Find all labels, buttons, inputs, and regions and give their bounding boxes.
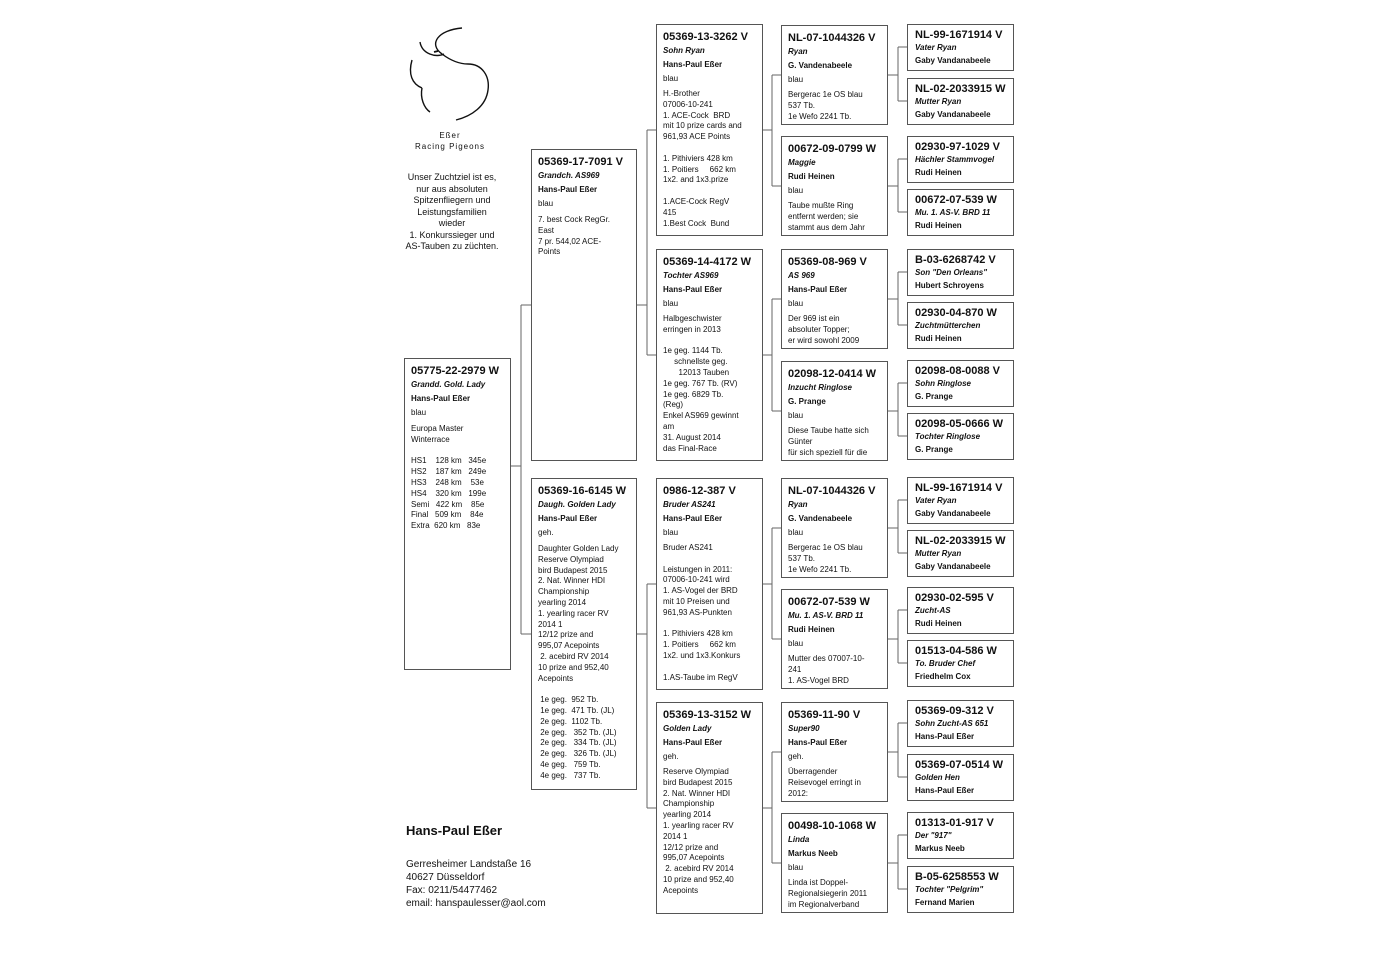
ring-number: 00672-09-0799 W (788, 143, 877, 155)
pigeon-notes: 7. best Cock RegGr. East 7 pr. 544,02 ACE- Points (538, 215, 611, 257)
motto-line: Unser Zuchtziel ist es, (407, 172, 497, 182)
pigeon-name: Vater Ryan (915, 43, 957, 52)
breeder-name: Hans-Paul Eßer (538, 185, 598, 194)
pedigree-box-great-grandparent[interactable] (781, 25, 888, 125)
breeder-name: Rudi Heinen (915, 619, 962, 628)
pedigree-box-grandparent[interactable] (656, 702, 763, 914)
pigeon-color: blau (663, 299, 679, 308)
pigeon-name: Mu. 1. AS-V. BRD 11 (788, 611, 864, 620)
brand-line-1: Eßer (439, 131, 461, 140)
pigeon-notes: Halbgeschwister erringen in 2013 1e geg. 1144 Tb. schnellste geg. 12013 Tauben 1e geg. 767 Tb. (RV) 1e geg. 6829 Tb. (Reg) Enkel AS969 gewinnt am 31. August 2014 das Final-Race (663, 314, 739, 453)
breeder-name: Gaby Vandanabeele (915, 562, 991, 571)
pedigree-box-ancestor[interactable] (907, 189, 1014, 236)
pigeon-name: Sohn Ringlose (915, 379, 971, 388)
pedigree-box-ancestor[interactable] (907, 413, 1014, 460)
pigeon-notes: Bergerac 1e OS blau 537 Tb. 1e Wefo 2241 Tb. (788, 543, 863, 574)
dove-logo (398, 24, 508, 129)
pedigree-box-ancestor[interactable] (907, 866, 1014, 913)
pedigree-box-ancestor[interactable] (907, 700, 1014, 747)
breeder-name: Rudi Heinen (915, 168, 962, 177)
pigeon-notes: Bergerac 1e OS blau 537 Tb. 1e Wefo 2241 Tb. (788, 90, 863, 121)
breeder-name: Fernand Marien (915, 898, 975, 907)
pigeon-notes: Europa Master Winterrace HS1 128 km 345e HS2 187 km 249e HS3 248 km 53e HS4 320 km 199e Semi 422 km 85e Final 509 km 84e Extra 620 km 83e (411, 424, 487, 531)
pedigree-box-ancestor[interactable] (907, 249, 1014, 296)
breeder-name: Rudi Heinen (915, 334, 962, 343)
breeder-name: Hans-Paul Eßer (538, 514, 598, 523)
pedigree-box-ancestor[interactable] (907, 78, 1014, 125)
pigeon-name: Tochter AS969 (663, 271, 719, 280)
pedigree-box-ancestor[interactable] (907, 24, 1014, 71)
ring-number: 05369-17-7091 V (538, 156, 624, 168)
pedigree-box-ancestor[interactable] (907, 477, 1014, 524)
pigeon-name: Ryan (788, 47, 808, 56)
pigeon-name: Mutter Ryan (915, 549, 962, 558)
breeder-name: Markus Neeb (915, 844, 965, 853)
breeder-name: G. Vandenabeele (788, 514, 853, 523)
pigeon-name: Hächler Stammvogel (915, 155, 995, 164)
motto-line: Leistungsfamilien (417, 206, 487, 217)
pedigree-box-ancestor[interactable] (907, 302, 1014, 349)
pigeon-notes: Taube mußte Ring entfernt werden; sie stammt aus dem Jahr (788, 201, 865, 232)
breeding-motto (392, 172, 512, 253)
pedigree-box-great-grandparent[interactable] (781, 361, 888, 461)
breeder-name: G. Prange (915, 392, 953, 401)
ring-number: 01313-01-917 V (915, 817, 994, 829)
pigeon-notes: Der 969 ist ein absoluter Topper; er wird sowohl 2009 (788, 314, 860, 345)
breeder-name: Hans-Paul Eßer (411, 394, 471, 403)
pigeon-color: blau (788, 186, 804, 195)
ring-number: 05369-16-6145 W (538, 485, 627, 497)
ring-number: NL-02-2033915 W (915, 535, 1006, 547)
breeder-name: Hans-Paul Eßer (915, 786, 975, 795)
pigeon-name: To. Bruder Chef (915, 659, 976, 668)
pigeon-color: blau (411, 408, 427, 417)
ring-number: 0986-12-387 V (663, 485, 736, 497)
pigeon-name: Tochter "Pelgrim" (915, 885, 984, 894)
ring-number: 02098-12-0414 W (788, 368, 877, 380)
motto-line: nur aus absoluten (416, 183, 488, 194)
breeder-name: Rudi Heinen (788, 625, 835, 634)
pigeon-name: AS 969 (788, 271, 815, 280)
pedigree-box-great-grandparent[interactable] (781, 249, 888, 349)
ring-number: 05369-14-4172 W (663, 256, 752, 268)
pigeon-color: blau (663, 528, 679, 537)
ring-number: 00498-10-1068 W (788, 820, 877, 832)
ring-number: 02930-04-870 W (915, 307, 997, 319)
pigeon-name: Bruder AS241 (663, 500, 716, 509)
breeder-name: Gaby Vandanabeele (915, 110, 991, 119)
pigeon-name: Grandch. AS969 (538, 171, 600, 180)
pigeon-color: blau (788, 639, 804, 648)
pigeon-notes: Überragender Reisevogel erringt in 2012: (788, 767, 861, 798)
pedigree-box-ancestor[interactable] (907, 360, 1014, 407)
pigeon-name: Super90 (788, 724, 820, 733)
ring-number: 02098-05-0666 W (915, 418, 1004, 430)
pedigree-box-ancestor[interactable] (907, 754, 1014, 801)
pedigree-box-ancestor[interactable] (907, 640, 1014, 687)
pigeon-notes: Diese Taube hatte sich Günter für sich speziell für die (788, 426, 869, 457)
ring-number: 01513-04-586 W (915, 645, 997, 657)
ring-number: 05369-09-312 V (915, 705, 994, 717)
pigeon-color: blau (788, 528, 804, 537)
pedigree-box-great-grandparent[interactable] (781, 702, 888, 802)
motto-line: wieder (438, 218, 466, 229)
motto-line: Spitzenfliegern und (413, 195, 491, 206)
brand-line-2: Racing Pigeons (414, 142, 486, 152)
ring-number: B-03-6268742 V (915, 254, 996, 266)
pedigree-box-father[interactable] (531, 149, 637, 461)
breeder-name: G. Prange (788, 397, 826, 406)
brand-text (380, 130, 520, 152)
ring-number: B-05-6258553 W (915, 871, 999, 883)
breeder-name: Gaby Vandanabeele (915, 509, 991, 518)
ring-number: NL-07-1044326 V (788, 485, 876, 497)
breeder-name: G. Prange (915, 445, 953, 454)
ring-number: 05369-07-0514 W (915, 759, 1004, 771)
ring-number: 02098-08-0088 V (915, 365, 1001, 377)
pigeon-name: Zuchtmütterchen (915, 321, 981, 330)
ring-number: NL-07-1044326 V (788, 32, 876, 44)
pigeon-name: Sohn Ryan (663, 46, 705, 55)
pedigree-box-ancestor[interactable] (907, 587, 1014, 634)
owner-address (406, 858, 546, 910)
ring-number: 00672-07-539 W (915, 194, 997, 206)
breeder-name: Friedhelm Cox (915, 672, 971, 681)
pigeon-notes: Linda ist Doppel- Regionalsiegerin 2011 im Regionalverband (788, 878, 868, 909)
ring-number: 02930-02-595 V (915, 592, 994, 604)
pigeon-name: Sohn Zucht-AS 651 (915, 719, 989, 728)
breeder-name: Hans-Paul Eßer (915, 732, 975, 741)
ring-number: 05775-22-2979 W (411, 365, 500, 377)
pigeon-color: blau (788, 75, 804, 84)
breeder-name: Rudi Heinen (788, 172, 835, 181)
pigeon-name: Grandd. Gold. Lady (411, 380, 486, 389)
breeder-name: Gaby Vandanabeele (915, 56, 991, 65)
ring-number: 00672-07-539 W (788, 596, 870, 608)
pedigree-box-ancestor[interactable] (907, 136, 1014, 183)
pigeon-name: Son "Den Orleans" (915, 268, 988, 277)
breeder-name: Hans-Paul Eßer (663, 738, 723, 747)
breeder-name: Markus Neeb (788, 849, 838, 858)
pigeon-name: Tochter Ringlose (915, 432, 981, 441)
pigeon-name: Zucht-AS (915, 606, 951, 615)
pigeon-name: Vater Ryan (915, 496, 957, 505)
owner-email[interactable]: email: hanspaulesser@aol.com (406, 898, 546, 909)
owner-city: 40627 Düsseldorf (406, 872, 485, 883)
pedigree-box-great-grandparent[interactable] (781, 813, 888, 913)
pigeon-name: Maggie (788, 158, 816, 167)
breeder-name: Hans-Paul Eßer (788, 285, 848, 294)
ring-number: 05369-13-3262 V (663, 31, 749, 43)
pedigree-box-pigeon[interactable] (404, 358, 511, 670)
pigeon-color: blau (788, 863, 804, 872)
ring-number: NL-99-1671914 V (915, 482, 1003, 494)
pedigree-box-grandparent[interactable] (656, 249, 763, 461)
motto-line: 1. Konkurssieger und (409, 229, 495, 240)
pigeon-name: Mutter Ryan (915, 97, 962, 106)
pedigree-box-great-grandparent[interactable] (781, 478, 888, 578)
pedigree-box-grandparent[interactable] (656, 24, 763, 236)
ring-number: 05369-13-3152 W (663, 709, 752, 721)
pigeon-color: geh. (788, 752, 804, 761)
breeder-name: G. Vandenabeele (788, 61, 853, 70)
breeder-name: Hans-Paul Eßer (663, 60, 723, 69)
breeder-name: Hans-Paul Eßer (663, 285, 723, 294)
pigeon-color: blau (788, 299, 804, 308)
pigeon-name: Linda (788, 835, 810, 844)
pedigree-box-grandparent[interactable] (656, 478, 763, 690)
pigeon-color: geh. (538, 528, 554, 537)
pedigree-box-great-grandparent[interactable] (781, 589, 888, 689)
breeder-name: Hans-Paul Eßer (788, 738, 848, 747)
pigeon-name: Ryan (788, 500, 808, 509)
pigeon-notes: Bruder AS241 Leistungen in 2011: 07006-10-241 wird 1. AS-Vogel der BRD mit 10 Preisen und 961,93 AS-Punkten 1. Pithiviers 428 km 1. Poitiers 662 km 1x2. und 1x3.Konkurs 1.AS-Taube im RegV (663, 543, 741, 682)
pigeon-name: Daugh. Golden Lady (538, 500, 616, 509)
pigeon-notes: Daughter Golden Lady Reserve Olympiad bird Budapest 2015 2. Nat. Winner HDI Championship yearling 2014 1. yearling racer RV 2014 1 12/12 prize and 995,07 Acepoints 2. acebird RV 2014 10 prize and 952,40 Acepoints 1e geg. 952 Tb. 1e geg. 471 Tb. (JL) 2e geg. 1102 Tb. 2e geg. 352 Tb. (JL) 2e geg. 334 Tb. (JL) 2e geg. 326 Tb. (JL) 4e geg. 759 Tb. 4e geg. 737 Tb. (538, 544, 619, 780)
pigeon-color: blau (788, 411, 804, 420)
breeder-name: Rudi Heinen (915, 221, 962, 230)
pigeon-name: Der "917" (915, 831, 952, 840)
pigeon-name: Inzucht Ringlose (788, 383, 852, 392)
dove-icon (398, 24, 508, 124)
pigeon-name: Golden Hen (915, 773, 960, 782)
pigeon-name: Mu. 1. AS-V. BRD 11 (915, 208, 991, 217)
ring-number: 05369-08-969 V (788, 256, 867, 268)
owner-street: Gerresheimer Landstaße 16 (406, 859, 532, 870)
owner-fax: Fax: 0211/54477462 (406, 885, 498, 896)
ring-number: 05369-11-90 V (788, 709, 861, 721)
pigeon-color: blau (538, 199, 554, 208)
pigeon-color: geh. (663, 752, 679, 761)
pigeon-color: blau (663, 74, 679, 83)
pedigree-box-ancestor[interactable] (907, 812, 1014, 859)
pedigree-box-great-grandparent[interactable] (781, 136, 888, 236)
pigeon-notes: Mutter des 07007-10- 241 1. AS-Vogel BRD (788, 654, 865, 685)
motto-line: AS-Tauben zu züchten. (405, 241, 499, 252)
pigeon-name: Golden Lady (663, 724, 712, 733)
ring-number: 02930-97-1029 V (915, 141, 1001, 153)
breeder-name: Hans-Paul Eßer (663, 514, 723, 523)
owner-name: Hans-Paul Eßer (406, 823, 503, 838)
pigeon-notes: Reserve Olympiad bird Budapest 2015 2. Nat. Winner HDI Championship yearling 2014 1. yearling racer RV 2014 1 12/12 prize and 995,07 Acepoints 2. acebird RV 2014 10 prize and 952,40 Acepoints (663, 767, 734, 895)
ring-number: NL-99-1671914 V (915, 29, 1003, 41)
pedigree-box-mother[interactable] (531, 478, 637, 790)
pedigree-box-ancestor[interactable] (907, 530, 1014, 577)
pigeon-notes: H.-Brother 07006-10-241 1. ACE-Cock BRD mit 10 prize cards and 961,93 ACE Points 1. Pithiviers 428 km 1. Poitiers 662 km 1x2. and 1x3.prize 1.ACE-Cock RegV 415 1.Best Cock Bund (663, 89, 742, 228)
ring-number: NL-02-2033915 W (915, 83, 1006, 95)
breeder-name: Hubert Schroyens (915, 281, 984, 290)
